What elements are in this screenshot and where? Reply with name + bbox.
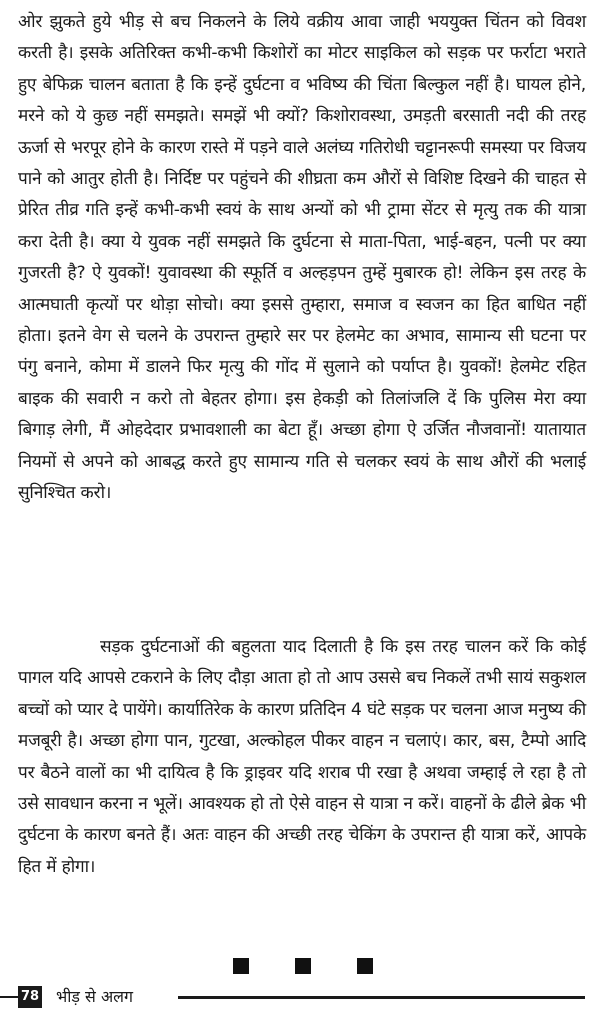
separator-square-icon <box>357 958 373 974</box>
separator-square-icon <box>295 958 311 974</box>
separator-square-icon <box>233 958 249 974</box>
section-separator <box>233 958 373 974</box>
page-number: 78 <box>18 986 42 1008</box>
body-paragraph-1: ओर झुकते हुये भीड़ से बच निकलने के लिये वक्रीय आवा जाही भययुक्त चिंतन को विवश करती है। इसके अतिरिक्त कभी-कभी किशोरों का मोटर साइकिल को सड़क पर फर्राटा भराते हुए बेफिक्र चालन बताता है कि इन्हें दुर्घटना व भविष्य की चिंता बिल्कुल नहीं है। घायल होने, मरने को ये कुछ नहीं समझते। समझें भी क्यों? किशोरावस्था, उमड़ती बरसाती नदी की तरह ऊर्जा से भरपूर होने के कारण रास्ते में पड़ने वाले अलंघ्य गतिरोधी चट्टानरूपी समस्या पर विजय पाने को आतुर होती है। निर्दिष्ट पर पहुंचने की शीघ्रता कम औरों से विशिष्ट दिखने की चाहत से प्रेरित तीव्र गति इन्हें कभी-कभी स्वयं के साथ अन्यों को भी ट्रामा सेंटर से मृत्यु तक की यात्रा करा देती है। क्या ये युवक नहीं समझते कि दुर्घटना से माता-पिता, भाई-बहन, पत्नी पर क्या गुजरती है? ऐ युवकों! युवावस्था की स्फूर्ति व अल्हड़पन तुम्हें मुबारक हो! लेकिन इस तरह के आत्मघाती कृत्यों पर थोड़ा सोचो। क्या इससे तुम्हारा, समाज व स्वजन का हित बाधित नहीं होता। इतने वेग से चलने के उपरान्त तुम्हारे सर पर हेलमेट का अभाव, सामान्य सी घटना पर पंगु बनाने, कोमा में डालने फिर मृत्यु की गोंद में सुलाने को पर्याप्त है। युवकों! हेलमेट रहित बाइक की सवारी न करो तो बेहतर होगा। इस हेकड़ी को तिलांजलि दें कि पुलिस मेरा क्या बिगाड़ लेगी, मैं ओहदेदार प्रभावशाली का बेटा हूँ। अच्छा होगा ऐ उर्जित नौजवानों! यातायात नियमों से अपने को आबद्ध करते हुए सामान्य गति से चलकर स्वयं के साथ औरों की भलाई सुनिश्चित करो। <box>18 12 586 504</box>
running-book-title: भीड़ से अलग <box>56 987 134 1006</box>
page-footer <box>0 986 603 1010</box>
footer-rule <box>178 996 585 999</box>
body-paragraph-2: सड़क दुर्घटनाओं की बहुलता याद दिलाती है कि इस तरह चालन करें कि कोई पागल यदि आपसे टकराने के लिए दौड़ा आता हो तो आप उससे बच निकलें तभी सायं सकुशल बच्चों को प्यार दे पायेंगे। कार्यातिरेक के कारण प्रतिदिन 4 घंटे सड़क पर चलना आज मनुष्य की मजबूरी है। अच्छा होगा पान, गुटखा, अल्कोहल पीकर वाहन न चलाएं। कार, बस, टैम्पो आदि पर बैठने वालों का भी दायित्व है कि ड्राइवर यदि शराब पी रखा है अथवा जम्हाई ले रहा है तो उसे सावधान करना न भूलें। आवश्यक हो तो ऐसे वाहन से यात्रा न करें। वाहनों के ढीले ब्रेक भी दुर्घटना के कारण बनते हैं। अतः वाहन की अच्छी तरह चेकिंग के उपरान्त ही यात्रा करें, आपके हित में होगा। <box>18 637 586 877</box>
